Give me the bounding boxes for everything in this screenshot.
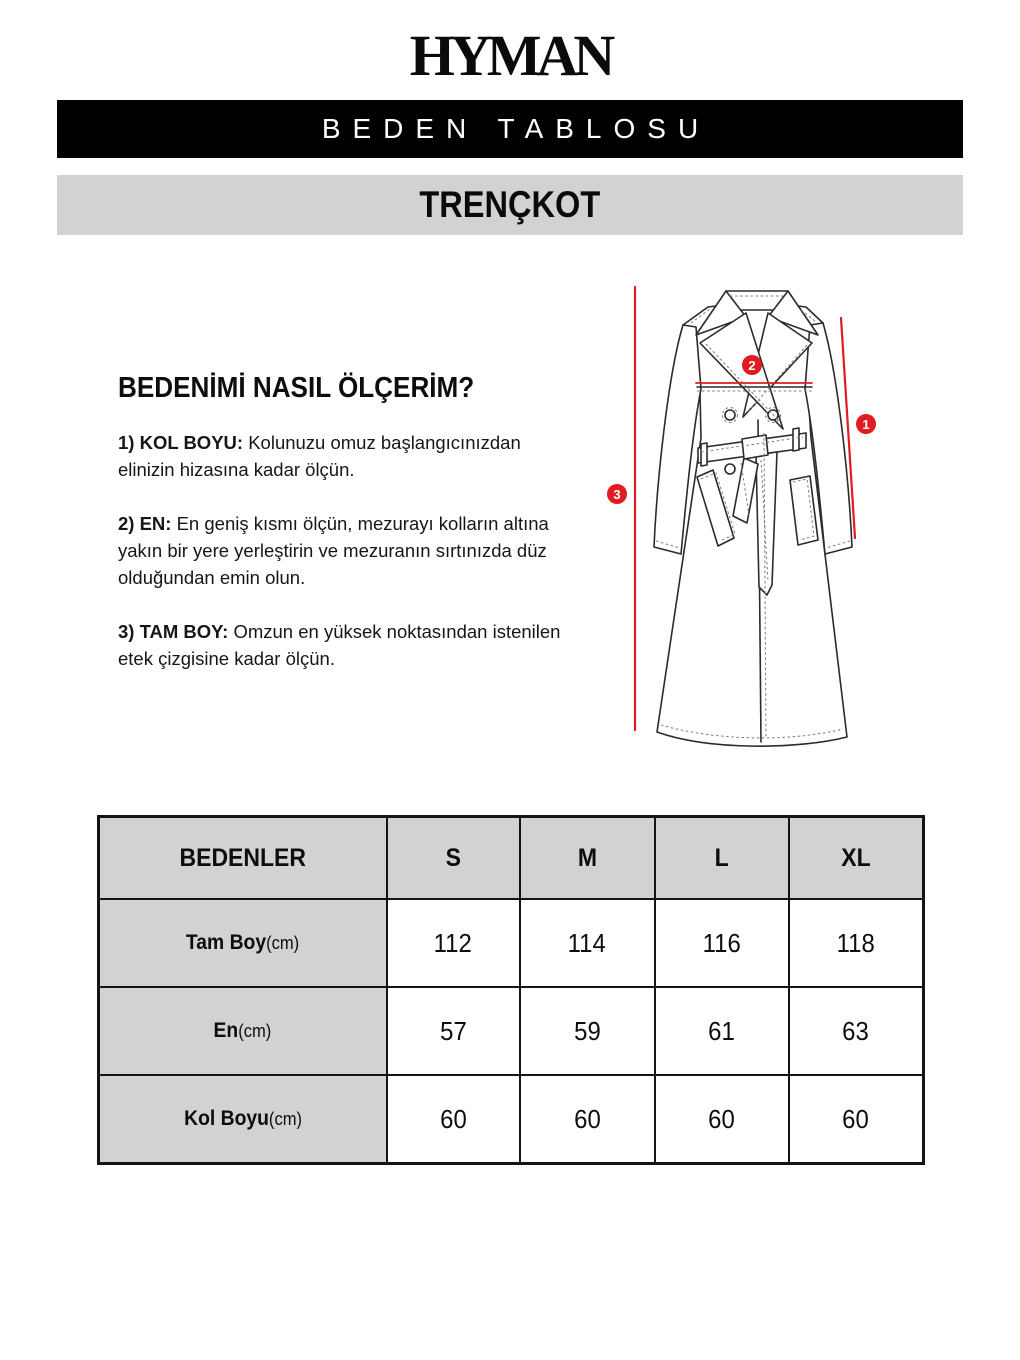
row-label-sleeve-length: Kol Boyu(cm) bbox=[99, 1075, 387, 1164]
unit-label: (cm) bbox=[238, 1021, 272, 1041]
value-sleeve-length-m: 60 bbox=[520, 1075, 655, 1164]
row-label-width: En(cm) bbox=[99, 987, 387, 1075]
product-bar bbox=[57, 175, 963, 235]
instructions-heading: BEDENİMİ NASIL ÖLÇERİM? bbox=[118, 372, 475, 404]
header-cell-xl: XL bbox=[789, 817, 924, 900]
instruction-width bbox=[118, 510, 580, 591]
header-cell-m: M bbox=[520, 817, 655, 900]
value-width-s: 57 bbox=[387, 987, 520, 1075]
product-title: TRENÇKOT bbox=[419, 184, 601, 225]
measuring-instructions bbox=[118, 372, 580, 699]
coat-diagram bbox=[560, 265, 960, 825]
banner-title: BEDEN TABLOSU bbox=[321, 113, 711, 144]
instruction-text: Kolunuzu omuz başlangıcınızdan elinizin hizasına kadar ölçün. bbox=[118, 432, 521, 480]
instruction-label: 3) TAM BOY: bbox=[118, 621, 229, 642]
header-cell-sizes: BEDENLER bbox=[99, 817, 387, 900]
value-full-length-s: 112 bbox=[387, 899, 520, 987]
value-width-xl: 63 bbox=[789, 987, 924, 1075]
table-row-full-length bbox=[99, 899, 924, 987]
value-sleeve-length-l: 60 bbox=[655, 1075, 789, 1164]
value-width-l: 61 bbox=[655, 987, 789, 1075]
value-width-m: 59 bbox=[520, 987, 655, 1075]
value-full-length-m: 114 bbox=[520, 899, 655, 987]
instruction-label: 2) EN: bbox=[118, 513, 172, 534]
value-sleeve-length-xl: 60 bbox=[789, 1075, 924, 1164]
table-row-sleeve-length bbox=[99, 1075, 924, 1164]
size-table bbox=[97, 815, 925, 1165]
instruction-text: Omzun en yüksek noktasından istenilen etek çizgisine kadar ölçün. bbox=[118, 621, 561, 669]
value-full-length-l: 116 bbox=[655, 899, 789, 987]
unit-label: (cm) bbox=[268, 1109, 302, 1129]
table-row-width bbox=[99, 987, 924, 1075]
measure-marker-3: 3 bbox=[607, 484, 627, 504]
header-cell-s: S bbox=[387, 817, 520, 900]
measure-marker-2: 2 bbox=[742, 355, 762, 375]
instruction-sleeve-length bbox=[118, 429, 580, 483]
instruction-text: En geniş kısmı ölçün, mezurayı kolların altına yakın bir yere yerleştirin ve mezuranın sırtınızda düz olduğundan emin olun. bbox=[118, 513, 549, 588]
row-label-full-length: Tam Boy(cm) bbox=[99, 899, 387, 987]
instruction-label: 1) KOL BOYU: bbox=[118, 432, 244, 453]
brand-logo: HYMAN bbox=[409, 23, 611, 88]
measure-marker-1: 1 bbox=[856, 414, 876, 434]
size-table-header-row bbox=[99, 817, 924, 900]
trench-coat-illustration bbox=[560, 265, 960, 825]
value-full-length-xl: 118 bbox=[789, 899, 924, 987]
instruction-full-length bbox=[118, 618, 580, 672]
size-chart-banner bbox=[57, 100, 963, 158]
value-sleeve-length-s: 60 bbox=[387, 1075, 520, 1164]
header-cell-l: L bbox=[655, 817, 789, 900]
unit-label: (cm) bbox=[266, 933, 300, 953]
